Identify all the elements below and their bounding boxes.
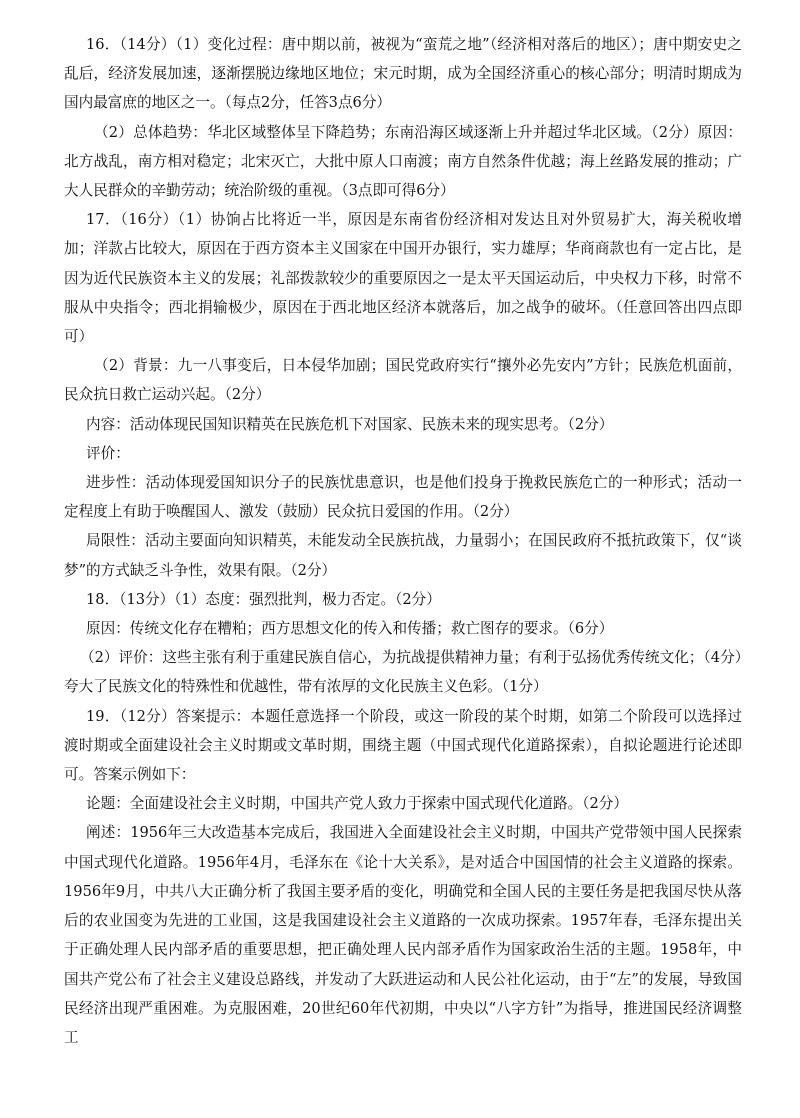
q17-limitations: 局限性：活动主要面向知识精英，未能发动全民族抗战，力量弱小；在国民政府不抵抗政策下，仅“谈梦”的方式缺乏斗争性，效果有限。（2分）	[64, 532, 742, 579]
q19-thesis: 论题：全面建设社会主义时期，中国共产党人致力于探索中国式现代化道路。（2分）	[86, 795, 628, 813]
q18-reasons: 原因：传统文化存在糟粕；西方思想文化的传入和传播；救亡图存的要求。（6分）	[86, 620, 614, 638]
q17-progressiveness: 进步性：活动体现爱国知识分子的民族忧患意识，也是他们投身于挽救民族危亡的一种形式；活动一定程度上有助于唤醒国人、激发（鼓励）民众抗日爱国的作用。（2分）	[64, 474, 742, 521]
q18-part1: 18．（13分）（1）态度：强烈批判，极力否定。（2分）	[86, 590, 441, 608]
q18-part2: （2）评价：这些主张有利于重建民族自信心，为抗战提供精神力量；有利于弘扬优秀传统文化；（4分）夸大了民族文化的特殊性和优越性，带有浓厚的文化民族主义色彩。（1分）	[64, 649, 742, 696]
q16-part1: 16．（14分）（1）变化过程：唐中期以前，被视为“蛮荒之地”（经济相对落后的地区）；唐中期安史之乱后，经济发展加速，逐渐摆脱边缘地区地位；宋元时期，成为全国经济重心的核心部分；明清时期成为国内最富庶的地区之一。（每点2分，任答3点6分）	[64, 36, 742, 112]
q17-evaluation-heading: 评价：	[86, 444, 130, 462]
q17-part1: 17．（16分）（1）协饷占比将近一半，原因是东南省份经济相对发达且对外贸易扩大，海关税收增加；洋款占比较大，原因在于西方资本主义国家在中国开办银行，实力雄厚；华商商款也有一定占比，是因为近代民族资本主义的发展；礼部拨款较少的重要原因之一是太平天国运动后，中央权力下移，时常不服从中央指令；西北捐输极少，原因在于西北地区经济本就落后，加之战争的破坏。（任意回答出四点即可）	[64, 211, 742, 346]
q17-part2-background: （2）背景：九一八事变后，日本侵华加剧；国民党政府实行“攘外必先安内”方针；民族危机面前，民众抗日救亡运动兴起。（2分）	[64, 357, 742, 404]
q19-elaboration: 阐述：1956年三大改造基本完成后，我国进入全面建设社会主义时期，中国共产党带领中国人民探索中国式现代化道路。1956年4月，毛泽东在《论十大关系》，是对适合中国国情的社会主义道路的探索。1956年9月，中共八大正确分析了我国主要矛盾的变化，明确党和全国人民的主要任务是把我国尽快从落后的农业国变为先进的工业国，这是我国建设社会主义道路的一次成功探索。1957年春，毛泽东提出关于正确处理人民内部矛盾的重要思想，把正确处理人民内部矛盾作为国家政治生活的主题。1958年，中国共产党公布了社会主义建设总路线，并发动了大跃进运动和人民公社化运动，由于“左”的发展，导致国民经济出现严重困难。为克服困难，20世纪60年代初期，中央以“八字方针”为指导，推进国民经济调整工	[64, 824, 742, 1046]
q17-part2-content: 内容：活动体现民国知识精英在民族危机下对国家、民族未来的现实思考。（2分）	[86, 415, 614, 433]
q16-part2: （2）总体趋势：华北区域整体呈下降趋势；东南沿海区域逐渐上升并超过华北区域。（2分）原因：北方战乱，南方相对稳定；北宋灭亡，大批中原人口南渡；南方自然条件优越；海上丝路发展的推动；广大人民群众的辛勤劳动；统治阶级的重视。（3点即可得6分）	[64, 123, 742, 200]
q19-hint: 19．（12分）答案提示：本题任意选择一个阶段，或这一阶段的某个时期，如第二个阶段可以选择过渡时期或全面建设社会主义时期或文革时期，围绕主题（中国式现代化道路探索），自拟论题进行论述即可。答案示例如下：	[64, 707, 742, 784]
